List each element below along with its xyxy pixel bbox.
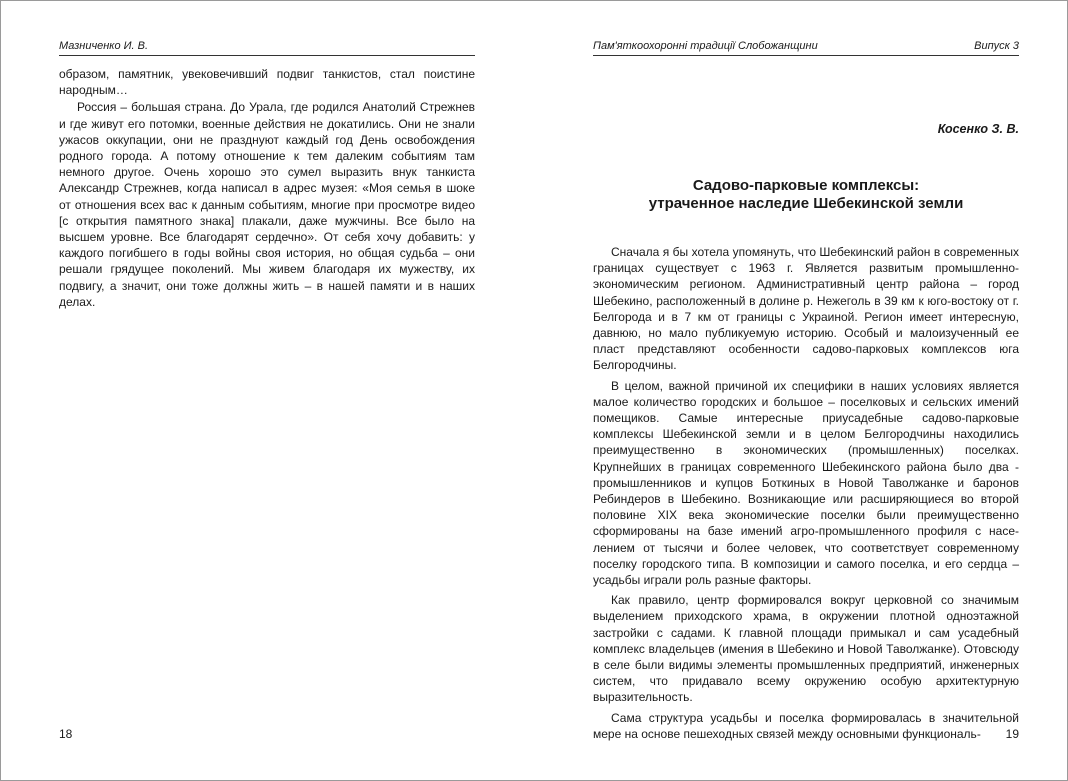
running-head-right-page bbox=[593, 39, 1019, 56]
paragraph: Как правило, центр формировался вокруг церковной со значимым выделением приходского храма, в окружении плотной одноэтажной застройки с садами. К главной площади примыкал и сам усадебный комплекс владельцев (имения в Шебекино и Новой Таволжанке). Отовсюду в селе были видимы элементы промышленных предприятий, инженерных систем, что придавало всему окружению особую архитектурную выразительность. bbox=[593, 593, 1019, 705]
paragraph: Россия – большая страна. До Урала, где родился Анатолий Стрежнев и где живут его потомки, военные действия не докатились. Они не знали ужасов оккупации, они не празднуют каждый год День освобождения родного города. А потому отношение к тем далеким событиям там немного другое. Очень хорошо это сумел выразить внук танкиста Александр Стрежнев, когда написал в адрес музея: «Моя семья в шоке от отношения всех вас к данным событиям, многие при просмотре видео [с открытия памятного знака] плакали, даже мужчины. Все было на высшем уровне. Все благодарят сердечно». От себя хочу добавить: у каждого погибшего в годы войны своя история, но общая судьба – они решали грядущее поколений. Мы живем благодаря их мужеству, их подвигу, а значит, они тоже должны жить – в нашей памяти и в наших делах. bbox=[59, 100, 475, 309]
article-author: Косенко З. В. bbox=[937, 122, 1019, 136]
running-head-author: Мазниченко И. В. bbox=[59, 40, 149, 52]
article-title-line-1: Садово-парковые комплексы: bbox=[692, 177, 920, 194]
page-number-left: 18 bbox=[59, 727, 73, 741]
article-title bbox=[593, 177, 1019, 213]
paragraph: Сама структура усадьбы и поселка формировалась в значительной мере на основе пешеходных связей между основными функциональ- bbox=[593, 710, 1019, 741]
article-title-line-2: утраченное наследие Шебекинской земли bbox=[648, 195, 964, 212]
left-page bbox=[1, 1, 534, 780]
right-page-body bbox=[593, 244, 1019, 742]
right-page bbox=[535, 1, 1067, 780]
paragraph: образом, памятник, увековечивший подвиг танкистов, стал поистине народным… bbox=[59, 67, 475, 98]
running-head-issue: Випуск 3 bbox=[974, 40, 1019, 52]
running-head-series-title: Пам'яткоохоронні традиції Слобожанщини bbox=[593, 40, 818, 52]
paragraph: Сначала я бы хотела упомянуть, что Шебекинский район в современных границах существует с 1963 г. Является развитым промышленно-экономическим регионом. Административный центр района – город Шебекино, расположенный в долине р. Нежеголь в 39 км к юго-востоку от г. Белгорода и в 7 км от границы с Украиной. Регион имеет интересную, давнюю, но мало публикуемую историю. Особый и малоизученный ее пласт представляют особенности садово-парковых комплексов юга Белгородчины. bbox=[593, 245, 1019, 373]
page-number-right: 19 bbox=[1005, 727, 1019, 741]
running-head-left-page bbox=[59, 39, 475, 56]
left-page-body bbox=[59, 66, 475, 310]
paragraph: В целом, важной причиной их специфики в наших условиях является малое количество городских и большое – поселковых и сельских имений помещиков. Самые интересные приусадебные садово-парковые комплексы Шебекинской земли и в целом Белгородчины находились преимущественно в экономических (промышленных) поселках. Крупнейших в границах современного Шебекинского района было два - промышленников и купцов Боткиных в Новой Таволжанке и баронов Ребиндеров в Шебекино. Возникающие или расширяющиеся во второй половине XIX века экономические поселки были преимущественно сформированы на базе имений агро-промышленного профиля с населением от тысячи и более человек, что соответствует современному поселку городского типа. В композиции и самого поселка, и его сердца – усадьбы играли роль разные факторы. bbox=[593, 378, 1019, 588]
